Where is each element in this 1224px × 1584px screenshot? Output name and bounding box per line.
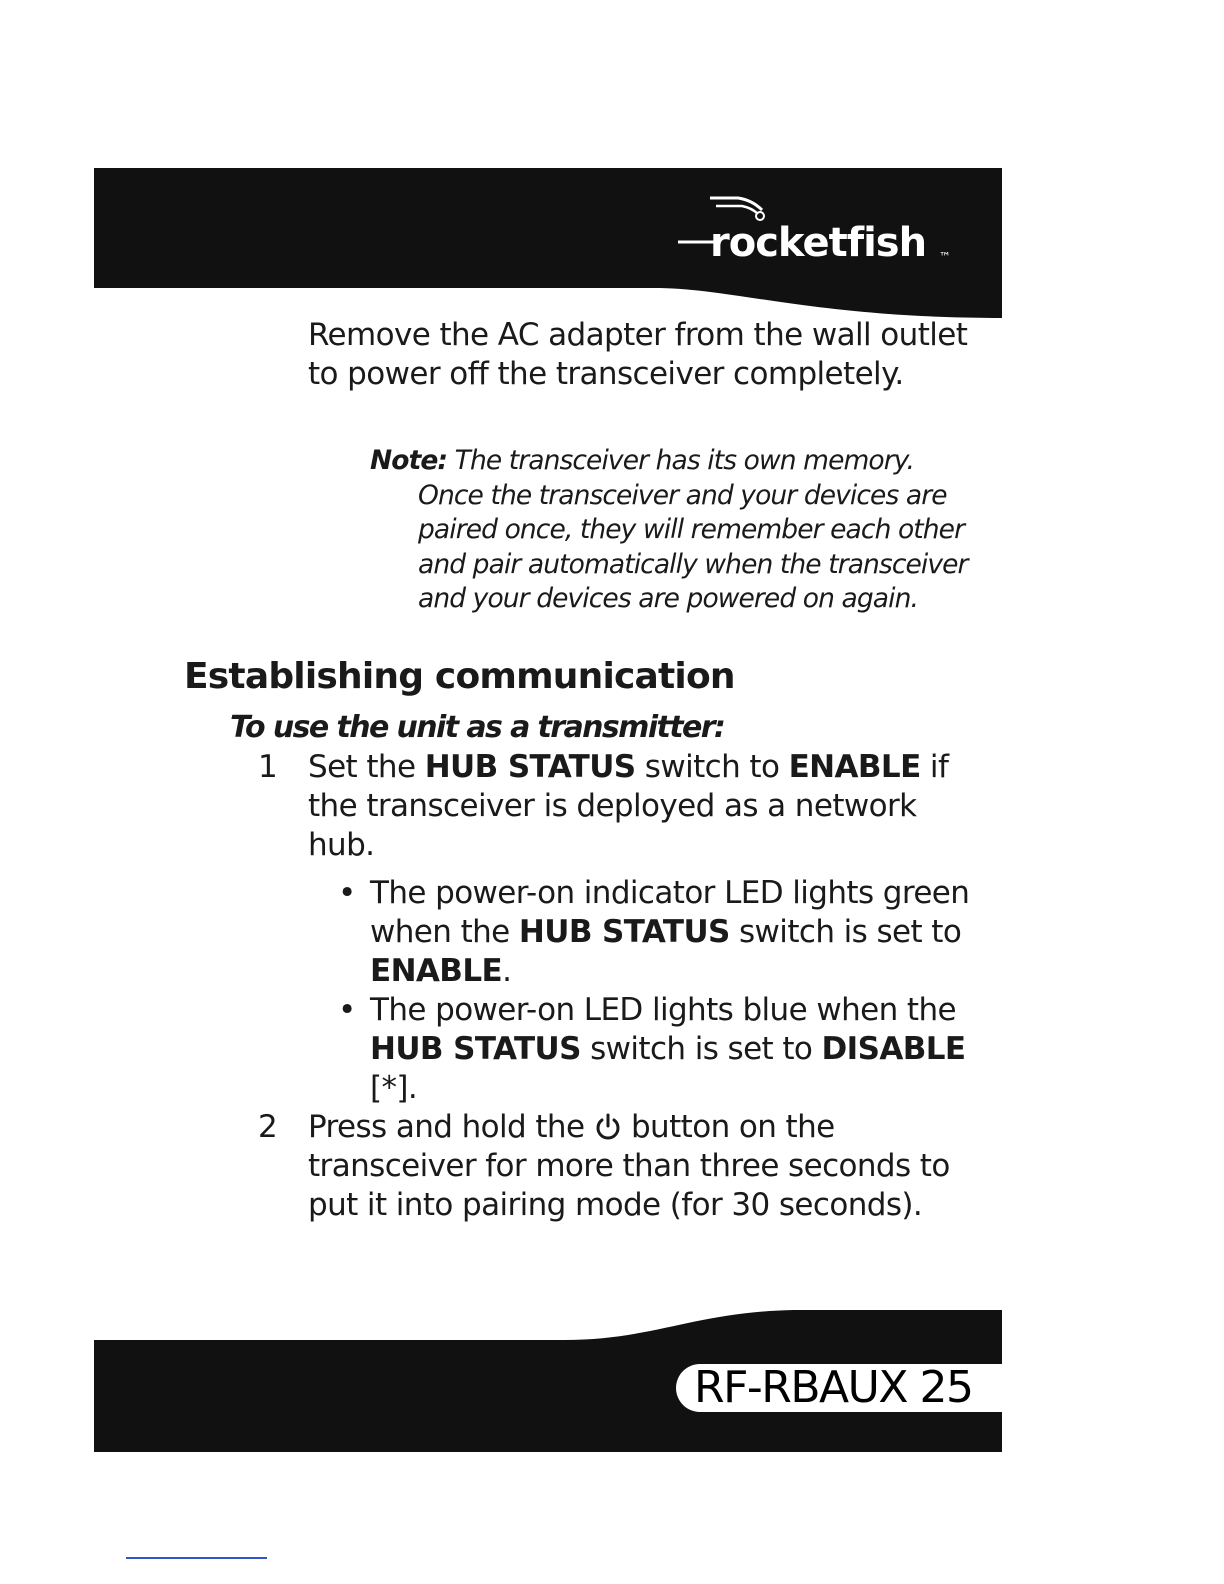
bullet-text: The power-on LED lights blue when the HUB STATUS switch is set to DISABLE [*]. xyxy=(370,992,966,1106)
note-block xyxy=(370,444,970,617)
step-text: Set the HUB STATUS switch to ENABLE if the transceiver is deployed as a network hub. xyxy=(308,749,949,863)
bullet-dot: • xyxy=(338,875,356,911)
section-subheading: To use the unit as a transmitter: xyxy=(230,710,725,745)
bullet-dot: • xyxy=(338,992,356,1028)
step-text: Press and hold the button on the transceiver for more than three seconds to put it into pairing mode (for 30 seconds). xyxy=(308,1109,950,1223)
power-icon xyxy=(594,1112,622,1142)
step-number: 1 xyxy=(258,749,278,785)
underline-rule xyxy=(126,1557,267,1559)
note-body: Once the transceiver and your devices are paired once, they will remember each other and pair automatically when the transceiver and your devices are powered on again. xyxy=(418,479,968,614)
section-heading: Establishing communication xyxy=(184,656,735,697)
logo-trademark: ™ xyxy=(939,250,951,264)
bullet-text: The power-on indicator LED lights green when the HUB STATUS switch is set to ENABLE. xyxy=(370,875,970,989)
note-label: Note: xyxy=(370,445,448,476)
step-number: 2 xyxy=(258,1109,278,1145)
logo-wordmark: rocketfish xyxy=(710,220,927,266)
note-first-line: The transceiver has its own memory. xyxy=(454,445,914,476)
model-page-number: RF-RBAUX 25 xyxy=(694,1362,973,1413)
intro-paragraph: Remove the AC adapter from the wall outlet to power off the transceiver completely. xyxy=(308,317,968,392)
rocketfish-logo xyxy=(676,190,966,280)
